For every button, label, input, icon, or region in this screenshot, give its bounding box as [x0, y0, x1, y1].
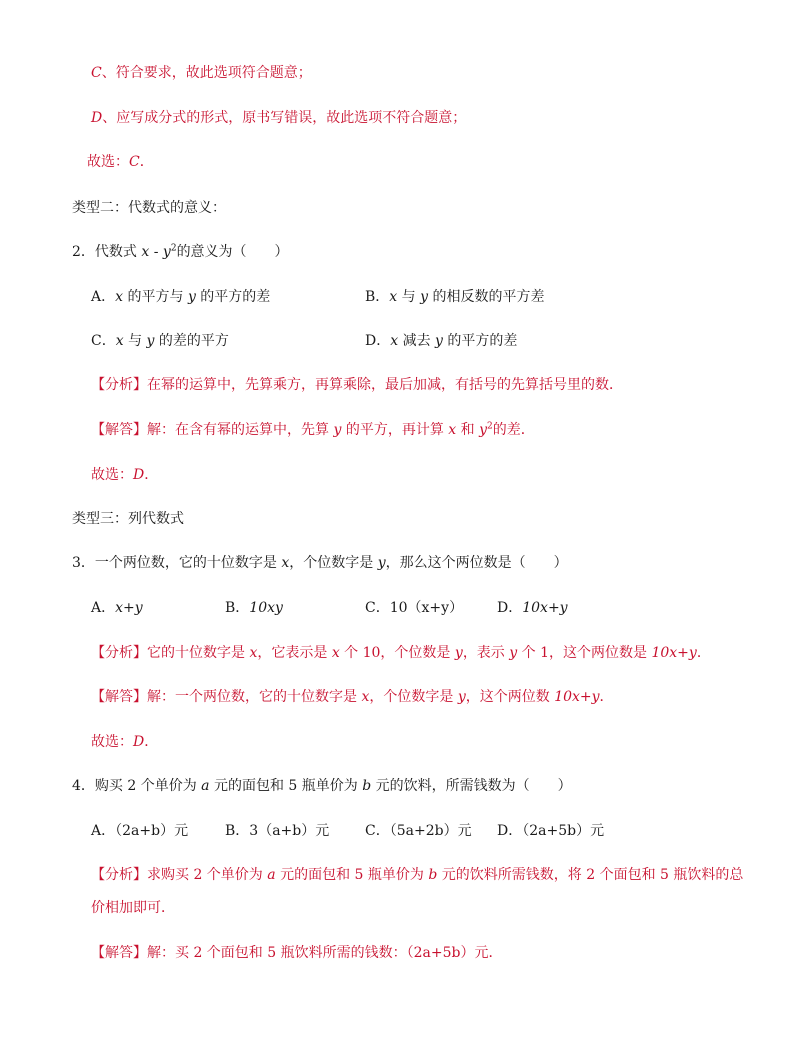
q4-analysis-tag: 【分析】	[91, 867, 147, 883]
q3-analysis-tag: 【分析】	[91, 645, 147, 661]
q2-option-c-y: y	[146, 333, 155, 349]
answer-letter: C	[129, 154, 140, 170]
q4-option-d-text: （2a+5b）元	[522, 823, 605, 839]
option-c-explanation	[91, 63, 312, 83]
answer-suffix: ．	[139, 154, 154, 170]
q4-option-b-label: B．	[225, 823, 250, 839]
q3-solution-y: y	[457, 689, 466, 705]
q4-option-d[interactable]	[497, 821, 604, 841]
q2-option-a-x: x	[115, 289, 124, 305]
q2-solution-b: 的平方，再计算	[341, 422, 449, 438]
q4-stem-a: 4．购买 2 个单价为	[72, 778, 202, 794]
q3-option-c-text: 10（x+y）	[389, 600, 464, 616]
q2-exponent: 2	[170, 243, 177, 254]
q3-analysis-y: y	[454, 645, 463, 661]
q4-solution-text: 解：买 2 个面包和 5 瓶饮料所需的钱数：（2a+5b）元．	[147, 945, 503, 961]
q3-stem-a: 3．一个两位数，它的十位数字是	[72, 555, 282, 571]
q2-solution-tag: 【解答】	[91, 422, 147, 438]
q3-option-d[interactable]	[497, 598, 568, 618]
q3-analysis-f: 10x+y	[651, 645, 697, 661]
q3-solution	[91, 687, 614, 707]
q3-analysis-x2: x	[331, 645, 340, 661]
q2-option-a[interactable]	[91, 287, 270, 307]
q2-answer-prefix: 故选：	[91, 467, 133, 483]
q2-analysis-text: 在幂的运算中，先算乘方，再算乘除，最后加减，有括号的先算括号里的数．	[147, 377, 623, 393]
q2-solution-y: y	[333, 422, 342, 438]
q4-option-a-text: （2a+b）元	[115, 823, 189, 839]
question-4-stem	[72, 776, 572, 796]
q2-option-d[interactable]	[365, 331, 517, 351]
q3-answer-letter: D	[133, 734, 145, 750]
q2-option-b-text2: 的相反数的平方差	[428, 289, 545, 305]
q2-solution-exp: 2	[487, 421, 493, 432]
q3-option-a-label: A．	[91, 600, 116, 616]
q2-option-c[interactable]	[91, 331, 229, 351]
q4-analysis-c: 元的饮料所需钱数，将 2 个面包和 5 瓶饮料的总	[437, 867, 744, 883]
q3-option-b[interactable]	[225, 598, 283, 618]
q2-option-a-label: A．	[91, 289, 116, 305]
q3-analysis-b: ，它表示是	[257, 645, 332, 661]
q3-solution-a: 解：一个两位数，它的十位数字是	[147, 689, 362, 705]
q2-option-c-x: x	[115, 333, 124, 349]
q2-answer-suffix: ．	[144, 467, 159, 483]
q3-analysis-x: x	[249, 645, 258, 661]
section-heading-type2: 类型二：代数式的意义：	[72, 200, 226, 216]
q2-option-d-y: y	[435, 333, 443, 349]
q4-option-c[interactable]	[365, 821, 472, 841]
q2-answer-letter: D	[133, 467, 145, 483]
q3-analysis-g: ．	[696, 645, 711, 661]
q2-analysis	[91, 375, 623, 395]
q2-x: x	[141, 244, 150, 260]
q2-option-c-text1: 与	[123, 333, 147, 349]
q2-solution-y2: y	[479, 422, 488, 438]
q2-option-c-text2: 的差的平方	[154, 333, 229, 349]
option-d-text: 、应写成分式的形式，原书写错误，故此选项不符合题意；	[102, 110, 467, 126]
q3-stem-y: y	[377, 555, 386, 571]
q3-analysis-c: 个 10，个位数是	[339, 645, 455, 661]
q2-option-b-y: y	[420, 289, 429, 305]
q2-solution-a: 解：在含有幂的运算中，先算	[147, 422, 334, 438]
q3-stem-b: ，个位数字是	[289, 555, 378, 571]
q3-analysis-y2: y	[509, 645, 518, 661]
q4-option-b-text: 3（a+b）元	[249, 823, 330, 839]
q4-option-c-label: C．	[365, 823, 390, 839]
q3-analysis-e: 个 1，这个两位数是	[517, 645, 652, 661]
q2-option-b-label: B．	[365, 289, 390, 305]
option-c-letter: C	[91, 65, 102, 81]
q2-analysis-tag: 【分析】	[91, 377, 147, 393]
q4-stem-b-var: b	[362, 778, 372, 794]
q2-y: y	[162, 244, 171, 260]
q3-option-a[interactable]	[91, 598, 143, 618]
q3-analysis	[91, 643, 711, 663]
q4-option-a[interactable]	[91, 821, 188, 841]
q3-option-b-label: B．	[225, 600, 250, 616]
q2-solution	[91, 420, 535, 440]
q2-option-d-text1: 减去	[398, 333, 436, 349]
question-3-stem	[72, 553, 568, 573]
q3-option-b-text: 10xy	[249, 600, 283, 616]
q3-answer-suffix: ．	[144, 734, 159, 750]
q4-analysis-a: 求购买 2 个单价为	[147, 867, 268, 883]
q2-option-b-text1: 与	[397, 289, 421, 305]
q4-analysis-b: 元的面包和 5 瓶单价为	[275, 867, 429, 883]
q4-stem-c: 元的饮料，所需钱数为（ ）	[371, 778, 572, 794]
q3-analysis-a: 它的十位数字是	[147, 645, 250, 661]
q2-option-a-text1: 的平方与	[123, 289, 188, 305]
q4-option-d-label: D．	[497, 823, 523, 839]
q3-stem-c: ，那么这个两位数是（ ）	[385, 555, 568, 571]
q3-solution-x: x	[361, 689, 370, 705]
answer-prefix: 故选：	[87, 154, 129, 170]
q3-stem-x: x	[281, 555, 290, 571]
q4-solution-tag: 【解答】	[91, 945, 147, 961]
q4-stem-b: 元的面包和 5 瓶单价为	[209, 778, 363, 794]
q3-solution-tag: 【解答】	[91, 689, 147, 705]
q2-option-b-x: x	[389, 289, 398, 305]
q3-option-c[interactable]	[365, 598, 463, 618]
q3-option-d-text: 10x+y	[522, 600, 568, 616]
question-2-stem	[72, 242, 289, 262]
q4-option-b[interactable]	[225, 821, 329, 841]
q2-solution-d: 的差．	[492, 422, 535, 438]
q4-stem-a-var: a	[201, 778, 210, 794]
q4-option-a-label: A．	[91, 823, 116, 839]
q2-option-a-y: y	[187, 289, 196, 305]
q2-option-b[interactable]	[365, 287, 544, 307]
answer-line-3	[91, 732, 158, 752]
q3-analysis-d: ，表示	[462, 645, 510, 661]
q2-minus: -	[149, 244, 163, 260]
q2-option-d-x: x	[390, 333, 399, 349]
q4-analysis	[91, 865, 743, 885]
q2-number: 2．代数式	[72, 244, 142, 260]
q4-analysis-line2: 价相加即可．	[91, 900, 175, 916]
q2-solution-c: 和	[456, 422, 480, 438]
q3-solution-c: ，这个两位数	[465, 689, 555, 705]
q3-solution-d: 10x+y	[554, 689, 600, 705]
q3-answer-prefix: 故选：	[91, 734, 133, 750]
q3-solution-b: ，个位数字是	[369, 689, 458, 705]
q4-analysis-a-var: a	[267, 867, 276, 883]
q4-analysis-b-var: b	[428, 867, 438, 883]
q2-option-a-text2: 的平方的差	[195, 289, 271, 305]
q2-option-d-text2: 的平方的差	[442, 333, 518, 349]
q2-option-c-label: C．	[91, 333, 116, 349]
q2-stem-rest: 的意义为（ ）	[176, 244, 289, 260]
option-d-letter: D	[91, 110, 103, 126]
q3-option-c-label: C．	[365, 600, 390, 616]
q4-option-c-text: （5a+2b）元	[389, 823, 472, 839]
q3-option-d-label: D．	[497, 600, 523, 616]
q3-solution-e: ．	[599, 689, 614, 705]
q4-solution	[91, 943, 502, 963]
section-heading-type3: 类型三：列代数式	[72, 511, 184, 527]
q2-option-d-label: D．	[365, 333, 391, 349]
option-d-explanation	[91, 108, 466, 128]
option-c-text: 、符合要求，故此选项符合题意；	[101, 65, 312, 81]
q3-option-a-text: x+y	[115, 600, 143, 616]
q2-solution-x: x	[448, 422, 457, 438]
answer-line-1	[87, 152, 154, 172]
answer-line-2	[91, 465, 158, 485]
